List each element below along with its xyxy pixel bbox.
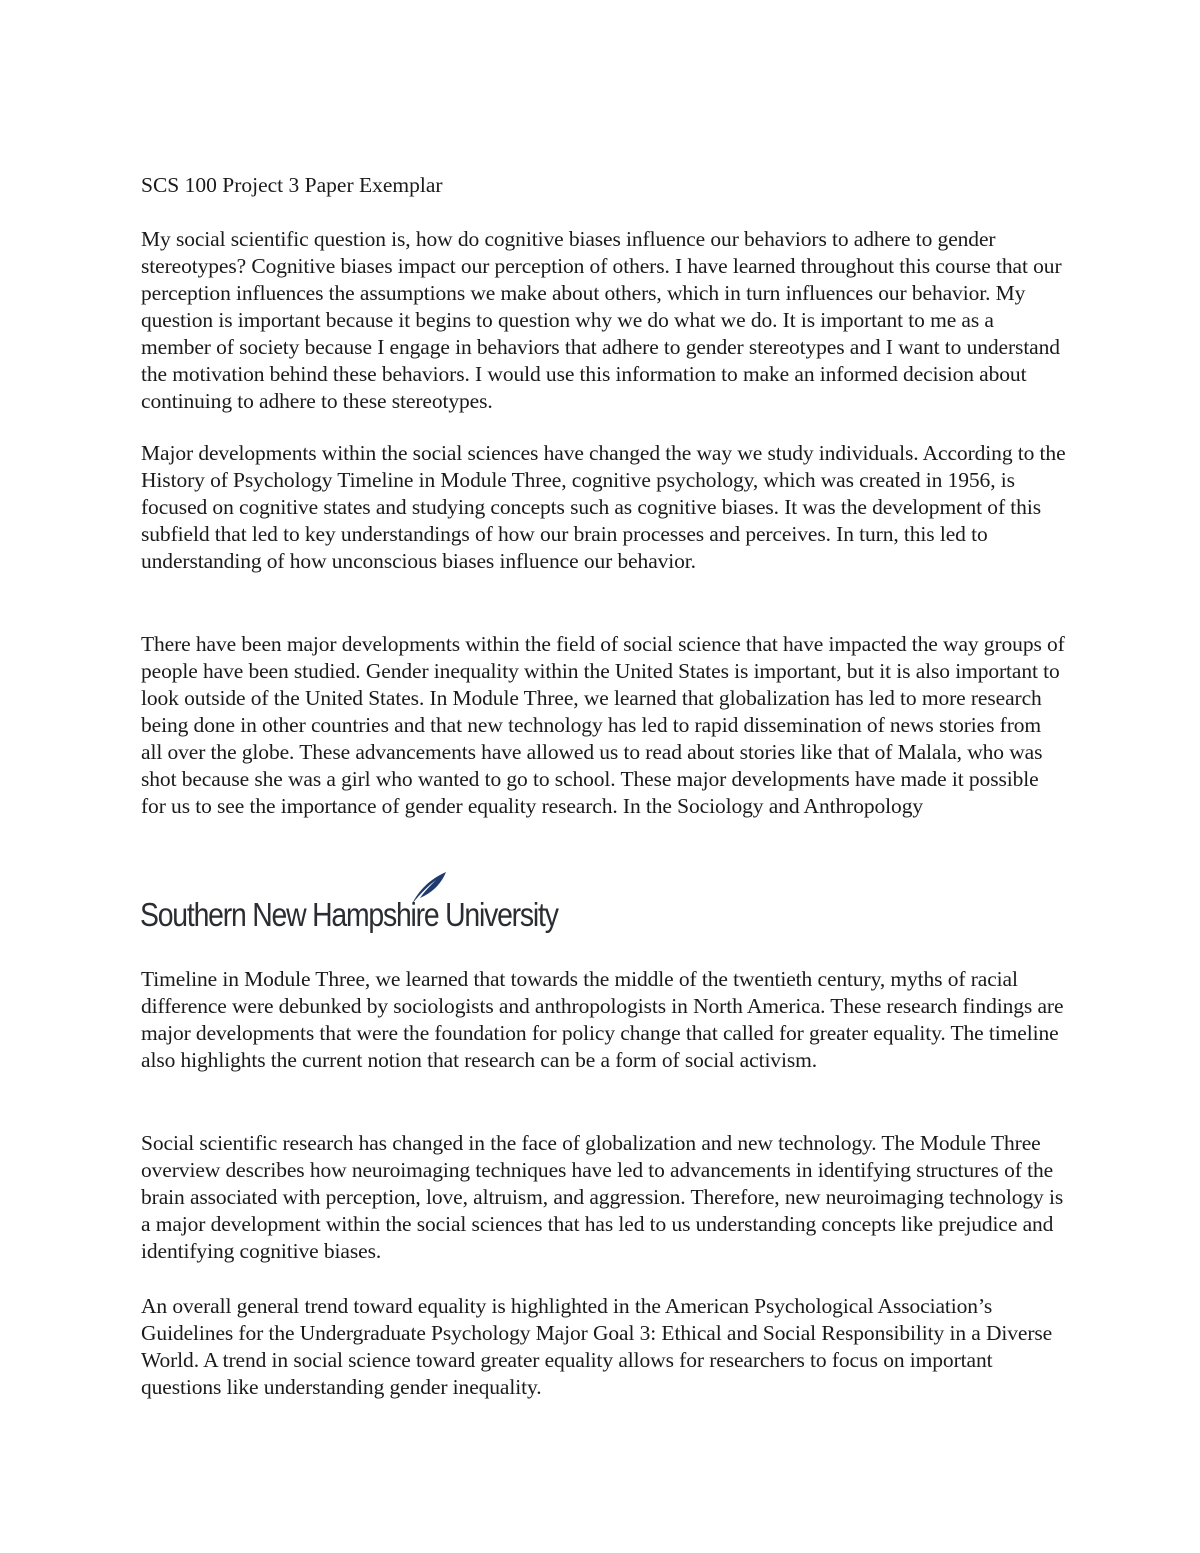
paragraph: An overall general trend toward equality is highlighted in the American Psychological Association’s Guidelines for the Undergraduate Psychology Major Goal 3: Ethical and Social Responsibility in a Diverse World. A trend in social science toward greater equality allows for researchers to focus on important questions like understanding gender inequality.: [141, 1294, 1053, 1399]
paragraph: There have been major developments within the field of social science that have impacted the way groups of people have been studied. Gender inequality within the United States is important, but it is also important to look outside of the United States. In Module Three, we learned that globalization has led to more research being done in other countries and that new technology has led to rapid dissemination of news stories from all over the globe. These advancements have allowed us to read about stories like that of Malala, who was shot because she was a girl who wanted to go to school. These major developments have made it possible for us to see the importance of gender equality research. In the Sociology and Anthropology: [141, 632, 1065, 818]
paragraph: My social scientific question is, how do cognitive biases influence our behaviors to adhere to gender stereotypes? Cognitive biases impact our perception of others. I have learned throughout this course that our perception influences the assumptions we make about others, which in turn influences our behavior. My question is important because it begins to question why we do what we do. It is important to me as a member of society because I engage in behaviors that adhere to gender stereotypes and I want to understand the motivation behind these behaviors. I would use this information to make an informed decision about continuing to adhere to these stereotypes.: [141, 227, 1062, 413]
paragraph: Major developments within the social sciences have changed the way we study individuals. According to the History of Psychology Timeline in Module Three, cognitive psychology, which was created in 1956, is focused on cognitive states and studying concepts such as cognitive biases. It was the development of this subfield that led to key understandings of how our brain processes and perceives. In turn, this led to understanding of how unconscious biases influence our behavior.: [141, 441, 1066, 573]
paragraph: Timeline in Module Three, we learned that towards the middle of the twentieth century, myths of racial difference were debunked by sociologists and anthropologists in North America. These research findings are major developments that were the foundation for policy change that called for greater equality. The timeline also highlights the current notion that research can be a form of social activism.: [141, 967, 1064, 1072]
paragraph: Social scientific research has changed in the face of globalization and new technology. The Module Three overview describes how neuroimaging techniques have led to advancements in identifying structures of the brain associated with perception, love, altruism, and aggression. Therefore, new neuroimaging technology is a major development within the social sciences that has led to us understanding concepts like prejudice and identifying cognitive biases.: [141, 1131, 1064, 1263]
document-title: SCS 100 Project 3 Paper Exemplar: [141, 173, 443, 197]
university-logo: [140, 870, 580, 940]
logo-wordmark: Southern New Hampshire University: [140, 896, 558, 933]
